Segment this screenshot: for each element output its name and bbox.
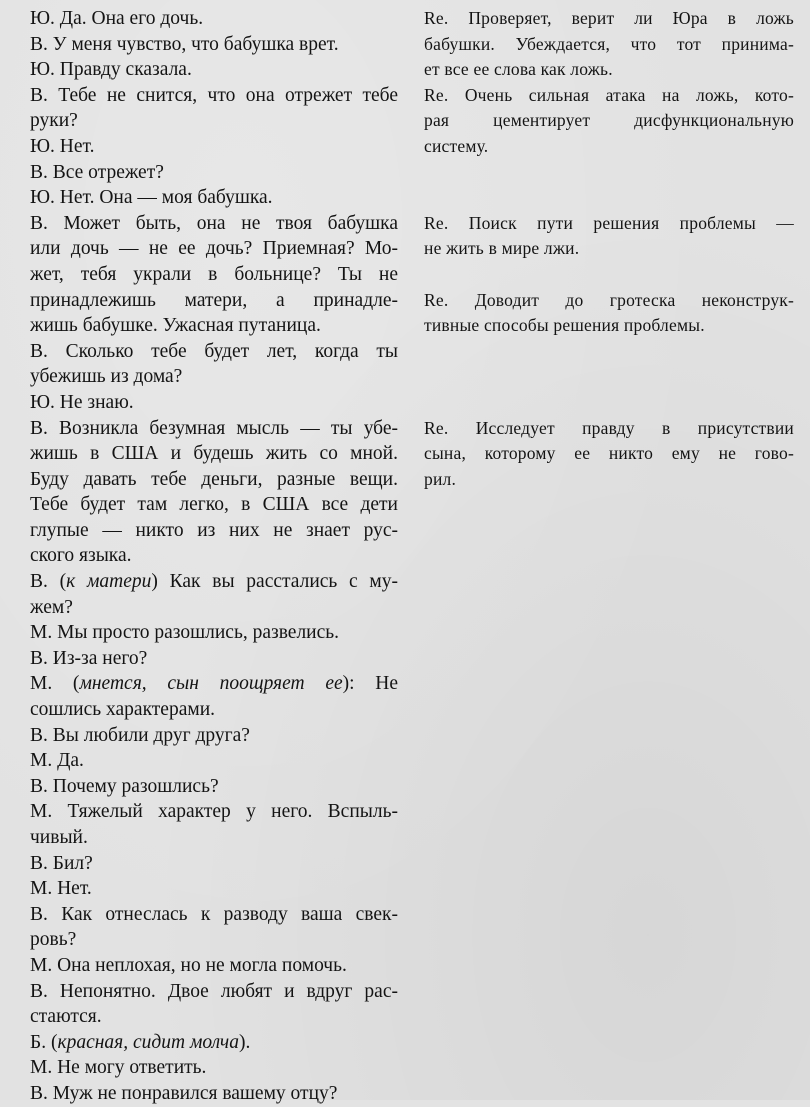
dialogue-line: ровь?: [30, 929, 77, 951]
dialogue-line: М. Нет.: [30, 878, 92, 900]
dialogue-line: жем?: [30, 596, 73, 618]
dialogue-line: В. Сколько тебе будет лет, когда ты: [30, 340, 398, 362]
dialogue-line: Ю. Нет. Она — моя бабушка.: [30, 187, 273, 209]
dialogue-line: Тебе будет там легко, в США все дети: [30, 494, 398, 516]
dialogue-line: В. Почему разошлись?: [30, 775, 219, 797]
stage-direction: к матери: [66, 571, 152, 593]
dialogue-line: [30, 569, 398, 595]
speaker-text: Б. (: [30, 1031, 58, 1053]
dialogue-line: В. Как отнеслась к разводу ваша свек-: [30, 903, 398, 925]
dialogue-line: Ю. Правду сказала.: [30, 59, 192, 81]
speaker-text: ) Как вы расстались с му-: [151, 571, 398, 593]
speaker-text: В. (: [30, 571, 67, 593]
dialogue-line: жет, тебя украли в больнице? Ты не: [30, 263, 398, 285]
dialogue-line: жишь в США и будешь жить со мной.: [30, 443, 398, 465]
dialogue-line: [30, 1030, 398, 1056]
commentary-line: сына, которому ее никто ему не гово-: [424, 443, 794, 464]
dialogue-line: М. Не могу ответить.: [30, 1057, 207, 1079]
commentary-line: Re. Проверяет, верит ли Юра в ложь: [424, 8, 794, 28]
dialogue-line: жишь бабушке. Ужасная путаница.: [30, 315, 321, 337]
dialogue-line: М. Тяжелый характер у него. Вспыль-: [30, 801, 398, 823]
dialogue-line: или дочь — не ее дочь? Приемная? Мо-: [30, 238, 398, 260]
dialogue-line: чивый.: [30, 827, 88, 848]
dialogue-line: В. Может быть, она не твоя бабушка: [30, 212, 398, 234]
stage-direction: красная, сидит молча: [57, 1031, 239, 1053]
dialogue-line: Ю. Нет.: [30, 135, 95, 157]
commentary-line: Re. Исследует правду в присутствии: [424, 417, 794, 438]
dialogue-line: ского языка.: [30, 545, 132, 567]
dialogue-line: Буду давать тебе деньги, разные вещи.: [30, 468, 398, 490]
commentary-line: Re. Очень сильная атака на ложь, кото-: [424, 84, 794, 105]
speaker-text: ).: [238, 1031, 251, 1053]
dialogue-line: В. Все отрежет?: [30, 161, 164, 183]
dialogue-line: Ю. Да. Она его дочь.: [30, 8, 204, 29]
commentary-block: [424, 6, 794, 160]
dialogue-line: стаются.: [30, 1006, 102, 1028]
commentary-line: тивные способы решения проблемы.: [424, 315, 705, 336]
dialogue-column: [30, 6, 398, 1107]
dialogue-line: М. Мы просто разошлись, развелись.: [30, 622, 340, 644]
commentary-line: не жить в мире лжи.: [424, 238, 580, 259]
dialogue-line: принадлежишь матери, а принадле-: [30, 289, 398, 311]
commentary-block: [424, 288, 794, 339]
commentary-block: [424, 416, 794, 493]
stage-direction: мнется, сын поощряет ее: [79, 673, 343, 695]
speaker-text: ): Не: [342, 673, 398, 695]
dialogue-line: М. Она неплохая, но не могла помочь.: [30, 954, 347, 976]
dialogue-line: глупые — никто из них не знает рус-: [30, 519, 398, 541]
commentary-line: Re. Поиск пути решения проблемы —: [424, 212, 794, 233]
commentary-line: Re. Доводит до гротеска неконструк-: [424, 289, 794, 310]
dialogue-line: В. Возникла безумная мысль — ты убе-: [30, 417, 398, 439]
dialogue-line: сошлись характерами.: [30, 699, 216, 721]
dialogue-line: В. Бил?: [30, 852, 93, 874]
dialogue-line: В. Вы любили друг друга?: [30, 724, 250, 746]
commentary-line: систему.: [424, 135, 489, 156]
dialogue-line: В. Из-за него?: [30, 647, 148, 669]
dialogue-line: В. Тебе не снится, что она отрежет тебе: [30, 84, 398, 106]
dialogue-line: В. Непонятно. Двое любят и вдруг рас-: [30, 980, 398, 1002]
dialogue-line: В. Муж не понравился вашему отцу?: [30, 1082, 338, 1104]
dialogue-line: М. Да.: [30, 750, 84, 772]
speaker-text: М. (: [30, 673, 80, 695]
dialogue-line: убежишь из дома?: [30, 366, 183, 388]
commentary-line: ет все ее слова как ложь.: [424, 59, 613, 80]
dialogue-line: В. У меня чувство, что бабушка врет.: [30, 33, 339, 55]
dialogue-line: [30, 671, 398, 697]
commentary-line: бабушки. Убеждается, что тот принима-: [424, 33, 794, 54]
commentary-line: рая цементирует дисфункциональную: [424, 110, 794, 131]
dialogue-line: руки?: [30, 110, 78, 132]
commentary-block: [424, 211, 794, 262]
dialogue-line: Ю. Не знаю.: [30, 391, 134, 413]
commentary-line: рил.: [424, 468, 457, 489]
